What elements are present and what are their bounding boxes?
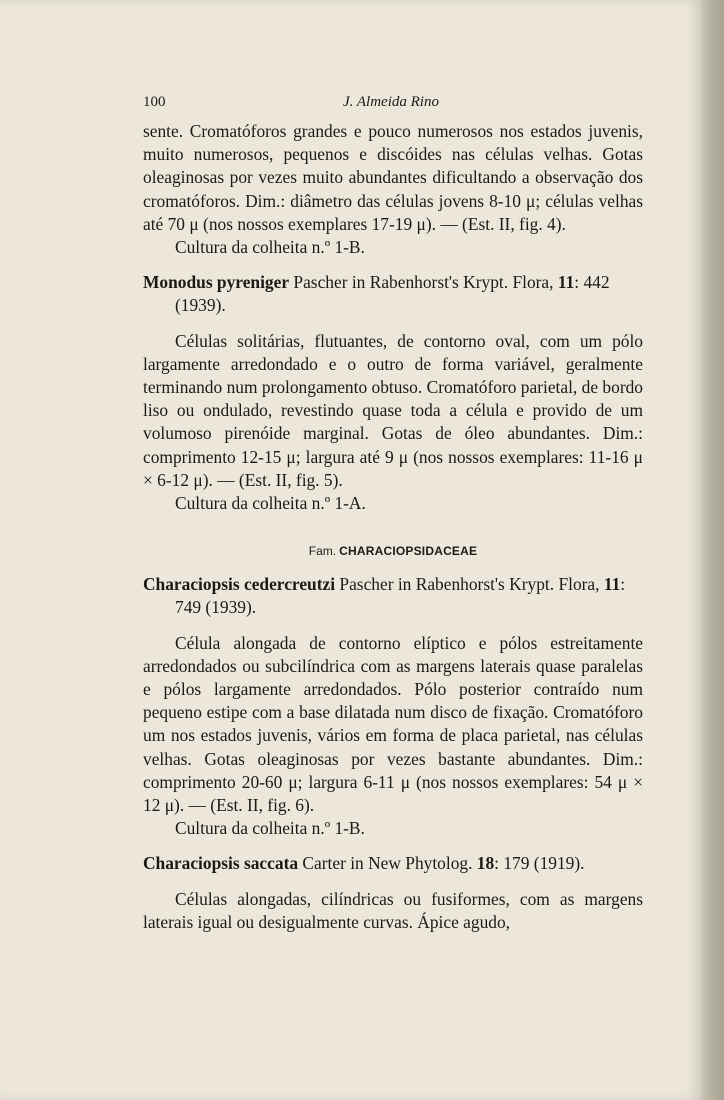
paragraph-description: Células alongadas, cilíndricas ou fusiformes, com as margens laterais igual ou desigualmente curvas. Ápice agudo, <box>143 888 643 932</box>
citation-author: Pascher in Rabenhorst's Krypt. Flora, <box>335 574 604 595</box>
citation-volume: 11 <box>603 574 621 595</box>
paragraph-description: Células solitárias, flutuantes, de contorno oval, com um pólo largamente arredondado e o outro de forma variável, geralmente terminando num prolongamento obtuso. Cromatóforo parietal, de bordo liso ou ondulado, revestindo quase toda a célula e provido de um volumoso pirenóide marginal. Gotas de óleo abundantes. Dim.: comprimento 12-15 μ; largura até 9 μ (nos nossos exemplares: 11-16 μ × 6-12 μ). — (Est. II, fig. 5). <box>143 330 643 490</box>
family-label: Fam. <box>308 544 337 559</box>
page-header <box>143 94 643 114</box>
family-name: CHARACIOPSIDACEAE <box>339 544 478 559</box>
citation-pages: : 179 (1919). <box>494 853 585 874</box>
species-entry-monodus <box>143 271 643 317</box>
running-head: J. Almeida Rino <box>343 94 439 110</box>
citation-pages: : 749 (1939). <box>175 574 626 618</box>
species-name: Characiopsis cedercreutzi <box>143 574 336 595</box>
citation-pages: : 442 (1939). <box>175 272 610 316</box>
species-name: Characiopsis saccata <box>143 853 299 874</box>
citation-author: Pascher in Rabenhorst's Krypt. Flora, <box>289 272 558 293</box>
citation-volume: 11 <box>557 272 575 293</box>
family-heading <box>143 543 643 559</box>
page-body <box>143 120 643 934</box>
paragraph-description: Célula alongada de contorno elíptico e pólos estreitamente arredondados ou subcilíndrica com as margens laterais quase paralelas e pólos largamente arredondados. Pólo posterior contraído num pequeno estipe com a base dilatada num disco de fixação. Cromatóforo um nos estados juvenis, vários em forma de placa parietal, nas células velhas. Gotas oleaginosas por vezes bastante abundantes. Dim.: comprimento 20-60 μ; largura 6-11 μ (nos nossos exemplares: 54 μ × 12 μ). — (Est. II, fig. 6). <box>143 632 643 816</box>
page-number: 100 <box>143 94 166 110</box>
culture-note: Cultura da colheita n.º 1-B. <box>175 818 365 839</box>
species-name: Monodus pyreniger <box>143 272 290 293</box>
citation-volume: 18 <box>476 853 495 874</box>
page-edge <box>700 0 724 1100</box>
species-entry-characiopsis-saccata <box>143 852 643 875</box>
citation-author: Carter in New Phytolog. <box>298 853 477 874</box>
paragraph-description-continued: sente. Cromatóforos grandes e pouco numerosos nos estados juvenis, muito numerosos, pequenos e discóides nas células velhas. Gotas oleaginosas por vezes muito abundantes dificultando a observação dos cromatóforos. Dim.: diâmetro das células jovens 8-10 μ; células velhas até 70 μ (nos nossos exemplares 17-19 μ). — (Est. II, fig. 4). <box>143 121 643 234</box>
culture-note: Cultura da colheita n.º 1-B. <box>175 237 365 258</box>
culture-note: Cultura da colheita n.º 1-A. <box>175 493 366 514</box>
species-entry-characiopsis-cedercreutzi <box>143 573 643 619</box>
